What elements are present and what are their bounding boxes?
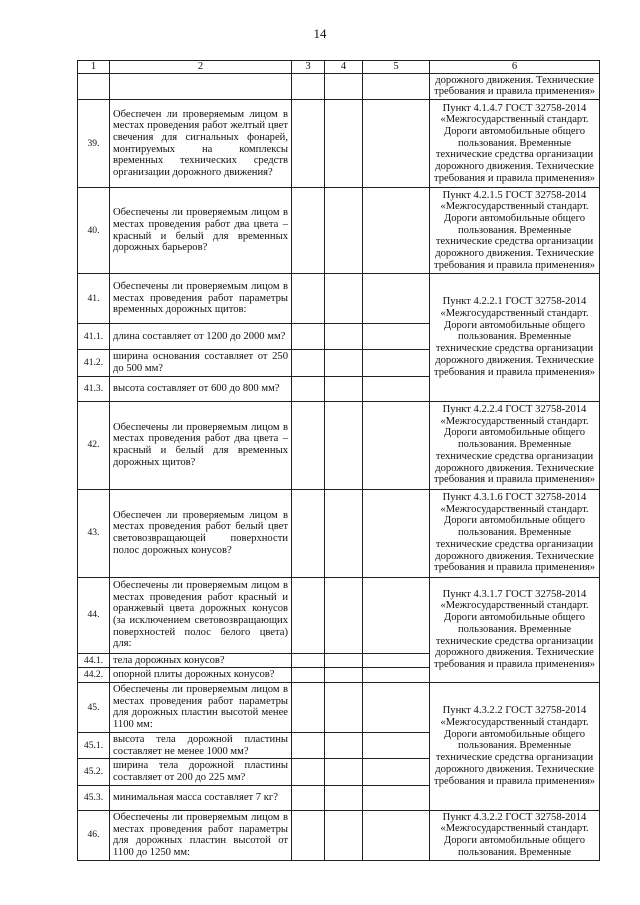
- row-number: 45.: [78, 682, 110, 732]
- table-row: [78, 489, 600, 577]
- question-cell: Обеспечены ли проверяемым лицом в местах проведения работ параметры временных дорожных щитов:: [110, 274, 292, 324]
- question-cell: Обеспечены ли проверяемым лицом в местах проведения работ параметры для дорожных пластин высотой менее 1100 мм:: [110, 682, 292, 732]
- table-row: [78, 682, 600, 732]
- table-row: [78, 188, 600, 274]
- question-cell: ширина основания составляет от 250 до 500 мм?: [110, 350, 292, 376]
- question-cell: тела дорожных конусов?: [110, 653, 292, 668]
- row-number: 44.1.: [78, 653, 110, 668]
- row-number: 41.3.: [78, 376, 110, 401]
- question-cell: минимальная масса составляет 7 кг?: [110, 785, 292, 810]
- row-number: 43.: [78, 489, 110, 577]
- table-row: [78, 810, 600, 860]
- row-number: 45.3.: [78, 785, 110, 810]
- table-row: [78, 274, 600, 324]
- header-row: [78, 61, 600, 74]
- table-row: [78, 577, 600, 653]
- col-header: 2: [110, 61, 292, 74]
- table-row: [78, 100, 600, 188]
- row-number: 40.: [78, 188, 110, 274]
- page-number: 14: [313, 26, 327, 41]
- reference-cell: Пункт 4.3.1.6 ГОСТ 32758-2014 «Межгосударственный стандарт. Дороги автомобильные общего пользования. Временные технические средства организации дорожного движения. Технические требования и правила применения»: [430, 489, 600, 577]
- question-cell: высота тела дорожной пластины составляет не менее 1000 мм?: [110, 732, 292, 758]
- row-number: 41.2.: [78, 350, 110, 376]
- reference-cell: Пункт 4.3.1.7 ГОСТ 32758-2014 «Межгосударственный стандарт. Дороги автомобильные общего пользования. Временные технические средства организации дорожного движения. Технические требования и правила применения»: [430, 577, 600, 682]
- question-cell: Обеспечен ли проверяемым лицом в местах проведения работ белый цвет световозвращающей поверхности полос дорожных конусов?: [110, 489, 292, 577]
- row-number: 45.2.: [78, 759, 110, 785]
- question-cell: опорной плиты дорожных конусов?: [110, 668, 292, 683]
- question-cell: Обеспечены ли проверяемым лицом в местах проведения работ параметры для дорожных пластин высотой от 1100 до 1250 мм:: [110, 810, 292, 860]
- reference-cell: Пункт 4.2.2.1 ГОСТ 32758-2014 «Межгосударственный стандарт. Дороги автомобильные общего пользования. Временные технические средства организации дорожного движения. Технические требования и правила применения»: [430, 274, 600, 401]
- col-header: 3: [292, 61, 325, 74]
- row-number: 45.1.: [78, 732, 110, 758]
- checklist-table: [77, 60, 600, 861]
- question-cell: Обеспечены ли проверяемым лицом в местах проведения работ два цвета – красный и белый для временных дорожных барьеров?: [110, 188, 292, 274]
- question-cell: Обеспечены ли проверяемым лицом в местах проведения работ два цвета – красный и белый для временных дорожных щитов?: [110, 401, 292, 489]
- question-cell: Обеспечен ли проверяемым лицом в местах проведения работ желтый цвет свечения для сигнальных фонарей, монтируемых на комплексы временных технических средств организации дорожного движения?: [110, 100, 292, 188]
- reference-cell: Пункт 4.3.2.2 ГОСТ 32758-2014 «Межгосударственный стандарт. Дороги автомобильные общего пользования. Временные технические средства организации дорожного движения. Технические требования и правила применения»: [430, 682, 600, 810]
- col-header: 1: [78, 61, 110, 74]
- table-row: [78, 73, 600, 99]
- row-number: 39.: [78, 100, 110, 188]
- question-cell: длина составляет от 1200 до 2000 мм?: [110, 324, 292, 350]
- question-cell: Обеспечены ли проверяемым лицом в местах проведения работ красный и оранжевый цвета дорожных конусов (за исключением световозвращающих поверхностей полос белого цвета) для:: [110, 577, 292, 653]
- col-header: 4: [325, 61, 363, 74]
- row-number: 46.: [78, 810, 110, 860]
- col-header: 6: [430, 61, 600, 74]
- question-cell: высота составляет от 600 до 800 мм?: [110, 376, 292, 401]
- reference-cell: дорожного движения. Технические требования и правила применения»: [430, 73, 600, 99]
- reference-cell: Пункт 4.2.2.4 ГОСТ 32758-2014 «Межгосударственный стандарт. Дороги автомобильные общего пользования. Временные технические средства организации дорожного движения. Технические требования и правила применения»: [430, 401, 600, 489]
- row-number: 41.1.: [78, 324, 110, 350]
- reference-cell: Пункт 4.1.4.7 ГОСТ 32758-2014 «Межгосударственный стандарт. Дороги автомобильные общего пользования. Временные технические средства организации дорожного движения. Технические требования и правила применения»: [430, 100, 600, 188]
- row-number: 44.: [78, 577, 110, 653]
- row-number: 41.: [78, 274, 110, 324]
- table-row: [78, 401, 600, 489]
- row-number: 42.: [78, 401, 110, 489]
- question-cell: ширина тела дорожной пластины составляет от 200 до 225 мм?: [110, 759, 292, 785]
- col-header: 5: [363, 61, 430, 74]
- reference-cell: Пункт 4.2.1.5 ГОСТ 32758-2014 «Межгосударственный стандарт. Дороги автомобильные общего пользования. Временные технические средства организации дорожного движения. Технические требования и правила применения»: [430, 188, 600, 274]
- row-number: 44.2.: [78, 668, 110, 683]
- reference-cell: Пункт 4.3.2.2 ГОСТ 32758-2014 «Межгосударственный стандарт. Дороги автомобильные общего пользования. Временные: [430, 810, 600, 860]
